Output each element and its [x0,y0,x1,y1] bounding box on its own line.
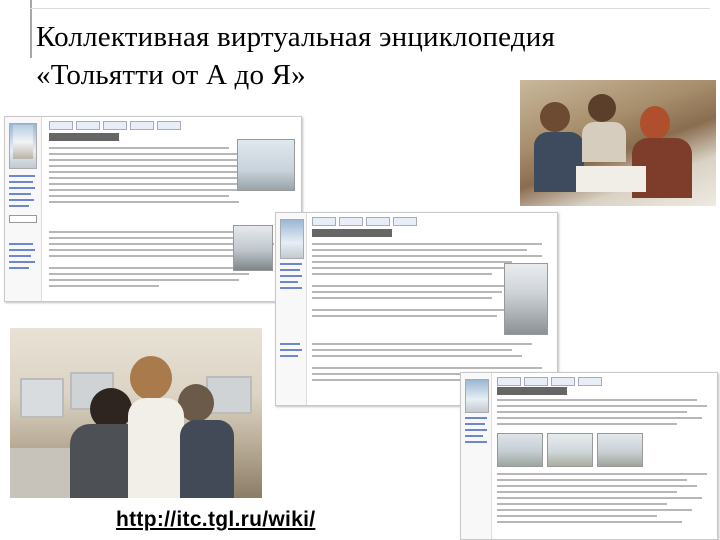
computer-lab-photo [10,328,262,498]
wiki-image-thumb [233,225,273,271]
wiki-image-thumb [504,263,548,335]
wiki-image-thumb [237,139,295,191]
wiki-sidebar [461,373,492,539]
students-working-at-table-photo [520,80,716,206]
wiki-page-screenshot-3 [460,372,718,540]
slide-title-line-2: «Тольятти от А до Я» [36,59,306,91]
slide-decoration-line-top [30,8,710,9]
slide-title-line-1: Коллективная виртуальная энциклопедия [36,21,556,53]
wiki-page-screenshot-1 [4,116,302,302]
wiki-sidebar [276,213,307,405]
wiki-url-link[interactable]: http://itc.tgl.ru/wiki/ [116,508,316,531]
